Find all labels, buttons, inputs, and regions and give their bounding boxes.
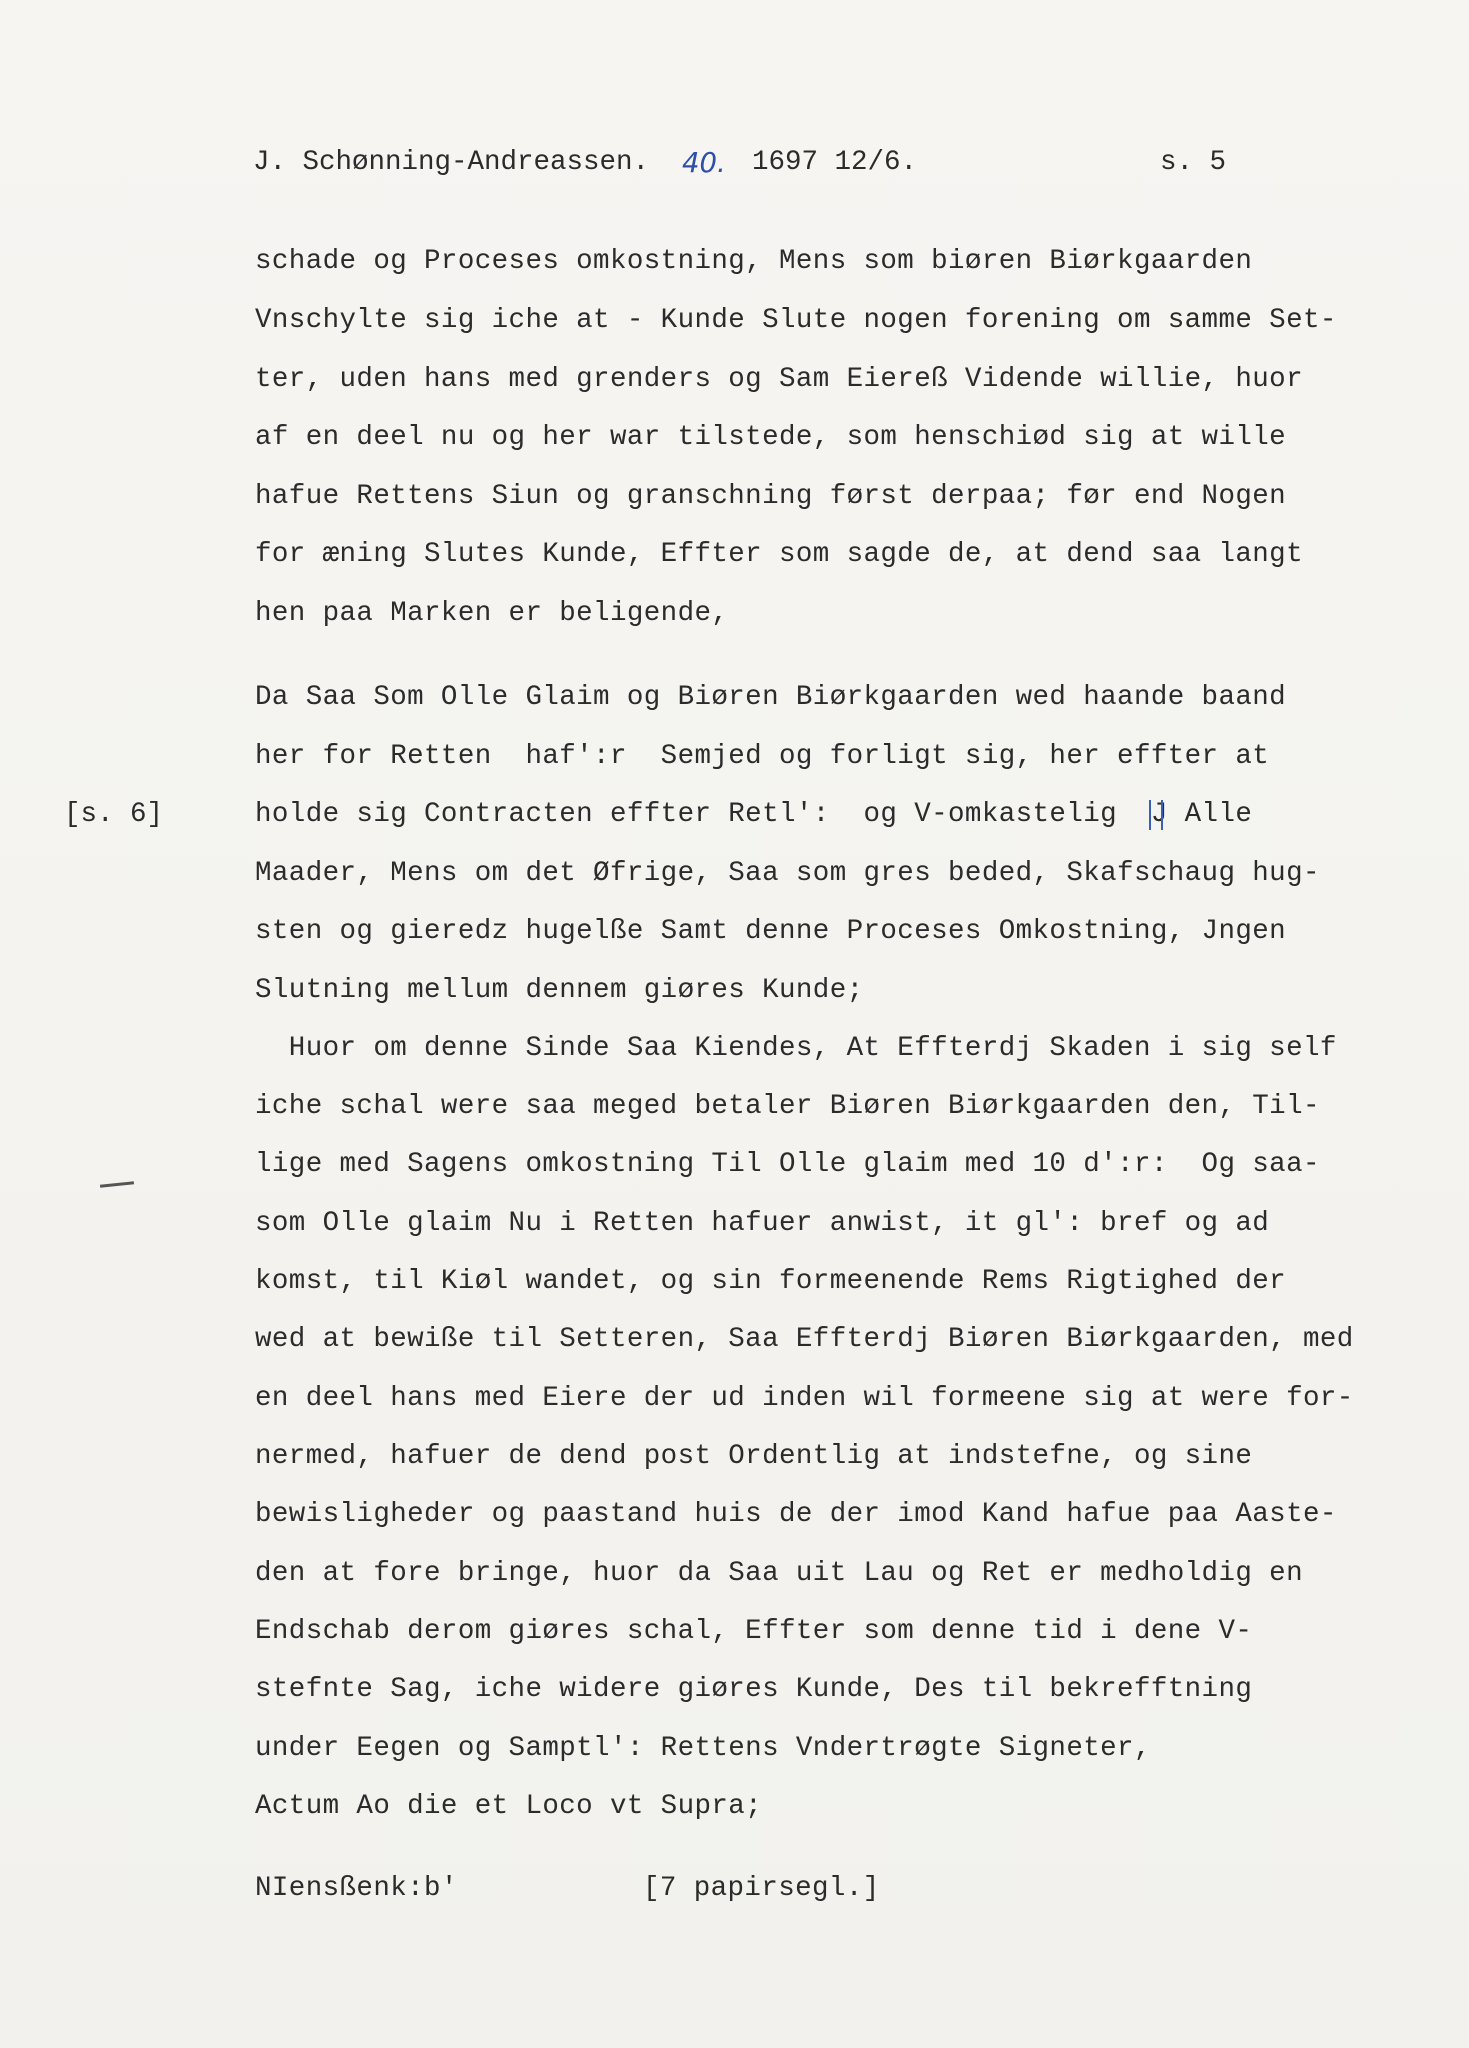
text-line: Da Saa Som Olle Glaim og Biøren Biørkgaarden wed haande baand <box>255 682 1287 713</box>
header-page-number: s. 5 <box>1160 147 1227 178</box>
text-line: ter, uden hans med grenders og Sam Eiereß Vidende willie, huor <box>255 364 1303 395</box>
margin-dash-mark <box>100 1181 134 1188</box>
text-line: schade og Proceses omkostning, Mens som biøren Biørkgaarden <box>255 246 1253 277</box>
text-line: Maader, Mens om det Øfrige, Saa som gres beded, Skafschaug hug- <box>255 858 1320 889</box>
text-line: under Eegen og Samptl': Rettens Vndertrøgte Signeter, <box>255 1733 1151 1764</box>
text-line: her for Retten haf':r Semjed og forligt sig, her effter at <box>255 741 1270 772</box>
text-line: wed at bewiße til Setteren, Saa Effterdj Biøren Biørkgaarden, med <box>255 1324 1354 1355</box>
signature-text: NIensßenk:b' <box>255 1873 458 1904</box>
text-line: en deel hans med Eiere der ud inden wil formeene sig at were for- <box>255 1383 1354 1414</box>
seal-note: [7 papirsegl.] <box>643 1873 880 1904</box>
text-line: stefnte Sag, iche widere giøres Kunde, Des til bekrefftning <box>255 1674 1253 1705</box>
text-line: bewisligheder og paastand huis de der imod Kand hafue paa Aaste- <box>255 1499 1337 1530</box>
text-line: som Olle glaim Nu i Retten hafuer anwist, it gl': bref og ad <box>255 1208 1270 1239</box>
text-line: Endschab derom giøres schal, Effter som denne tid i dene V- <box>255 1616 1253 1647</box>
header-author: J. Schønning-Andreassen. <box>253 147 650 178</box>
header-date: 1697 12/6. <box>752 147 918 178</box>
page-marker-note: [s. 6] <box>64 799 164 830</box>
text-line: nermed, hafuer de dend post Ordentlig at indstefne, og sine <box>255 1441 1253 1472</box>
text-line: af en deel nu og her war tilstede, som henschiød sig at wille <box>255 422 1287 453</box>
text-line: holde sig Contracten effter Retl': og V-omkastelig J Alle <box>255 799 1253 830</box>
insertion-mark-icon <box>1149 800 1163 830</box>
text-line: Actum Ao die et Loco vt Supra; <box>255 1791 763 1822</box>
text-line: Slutning mellum dennem giøres Kunde; <box>255 975 864 1006</box>
text-line: lige med Sagens omkostning Til Olle glaim med 10 d':r: Og saa- <box>255 1149 1320 1180</box>
text-line: hafue Rettens Siun og granschning først derpaa; før end Nogen <box>255 481 1287 512</box>
text-line: for æning Slutes Kunde, Effter som sagde de, at dend saa langt <box>255 539 1303 570</box>
text-line: iche schal were saa meged betaler Biøren Biørkgaarden den, Til- <box>255 1091 1320 1122</box>
text-line: Huor om denne Sinde Saa Kiendes, At Effterdj Skaden i sig self <box>255 1033 1337 1064</box>
text-line: hen paa Marken er beligende, <box>255 598 729 629</box>
text-line: sten og gieredz hugelße Samt denne Proceses Omkostning, Jngen <box>255 916 1287 947</box>
header-number: 40. <box>682 147 726 179</box>
text-line: komst, til Kiøl wandet, og sin formeenende Rems Rigtighed der <box>255 1266 1287 1297</box>
text-line: den at fore bringe, huor da Saa uit Lau og Ret er medholdig en <box>255 1558 1303 1589</box>
text-line: Vnschylte sig iche at - Kunde Slute nogen forening om samme Set- <box>255 305 1337 336</box>
